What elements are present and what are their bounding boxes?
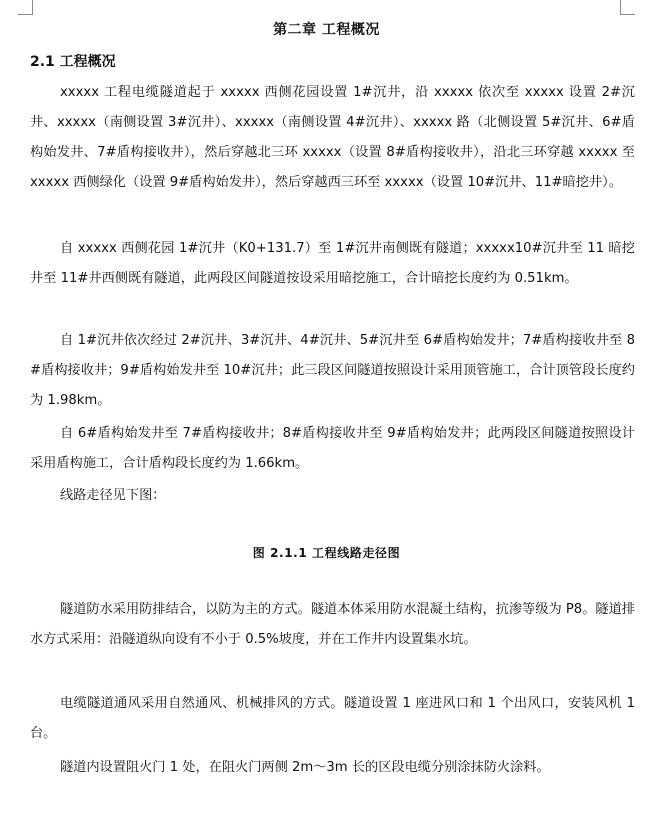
paragraph-ventilation: 电缆隧道通风采用自然通风、机械排风的方式。隧道设置 1 座进风口和 1 个出风口，安装风机 1 台。 <box>30 696 635 741</box>
crop-mark-top-right <box>620 0 635 15</box>
paragraph-shield-section: 自 6#盾构始发井至 7#盾构接收井；8#盾构接收井至 9#盾构始发井；此两段区间隧道按照设计采用盾构施工，合计盾构段长度约为 1.66km。 <box>30 426 635 471</box>
paragraph-pipe-jacking-section: 自 1#沉井依次经过 2#沉井、3#沉井、4#沉井、5#沉井至 6#盾构始发井；7#盾构接收井至 8#盾构接收井；9#盾构始发井至 10#沉井；此三段区间隧道按照设计采用顶管施工，合计顶管段长度约为 1.98km。 <box>30 333 635 408</box>
figure-caption: 图 2.1.1 工程线路走径图 <box>252 546 401 560</box>
paragraph-route-overview: xxxxx 工程电缆隧道起于 xxxxx 西侧花园设置 1#沉井，沿 xxxxx 依次至 xxxxx 设置 2#沉井、xxxxx（南侧设置 3#沉井）、xxxxx（南侧设置 4#沉井）、xxxxx 路（北侧设置 5#沉井、6#盾构始发井、7#盾构接收井），然后穿越北三环 xxxxx（设置 8#盾构接收井），沿北三环穿越 xxxxx 至 xxxxx 西侧绿化（设置 9#盾构始发井），然后穿越西三环至 xxxxx（设置 10#沉井、11#暗挖井）。 <box>30 85 635 190</box>
paragraph-route-figure-intro: 线路走径见下图： <box>60 488 166 503</box>
paragraph-fire-door: 隧道内设置阻火门 1 处，在阻火门两侧 2m～3m 长的区段电缆分别涂抹防火涂料。 <box>60 760 550 775</box>
section-heading: 2.1 工程概况 <box>30 54 116 70</box>
chapter-title: 第二章 工程概况 <box>273 22 380 38</box>
paragraph-mining-section: 自 xxxxx 西侧花园 1#沉井（K0+131.7）至 1#沉井南侧既有隧道；xxxxx10#沉井至 11 暗挖井至 11#井西侧既有隧道，此两段区间隧道按设采用暗挖施工，合计暗挖长度约为 0.51km。 <box>30 241 635 286</box>
crop-mark-top-left <box>18 0 33 15</box>
paragraph-waterproofing: 隧道防水采用防排结合，以防为主的方式。隧道本体采用防水混凝土结构，抗渗等级为 P8。隧道排水方式采用：沿隧道纵向设有不小于 0.5%坡度，并在工作井内设置集水坑。 <box>30 602 635 647</box>
